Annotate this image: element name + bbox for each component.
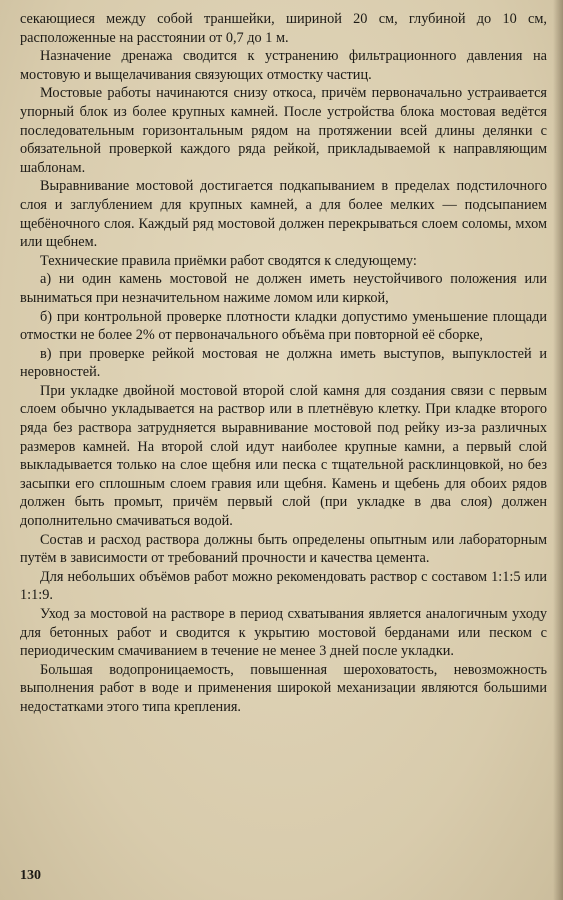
paragraph-8: При укладке двойной мостовой второй слой камня для создания связи с первым слоем обычно укладывается на раствор или в плетнёвую клетку. При кладке второго ряда без раствора затрудняется выравнивание мостовой под рейку из-за различных размеров камней. На второй слой идут наиболее крупные камни, а первый слой выкладывается только на слое щебня или песка с тщательной расклинцовкой, но без засыпки его сплошным слоем гравия или щебня. Камень и щебень для обоих рядов должен быть промыт, причём первый слой (при укладке в два слоя) должен дополнительно смачиваться водой.: [20, 382, 547, 530]
paragraph-11: Уход за мостовой на растворе в период схватывания является аналогичным уходу для бетонных работ и сводится к укрытию мостовой берданами или песком с периодическим смачиванием в течение не менее 3 дней после укладки.: [20, 606, 547, 660]
page-number: 130: [20, 868, 41, 883]
paragraph-3: Выравнивание мостовой достигается подкапыванием в пределах подстилочного слоя и заглублением для крупных камней, а для более мелких — подсыпанием щебёночного слоя. Каждый ряд мостовой должен перекрываться слоем соломы, мхом или щебнем.: [20, 178, 547, 251]
list-item-a: а) ни один камень мостовой не должен иметь неустойчивого положения или выниматься при незначительном нажиме ломом или киркой,: [20, 271, 547, 306]
paragraph-1: Назначение дренажа сводится к устранению фильтрационного давления на мостовую и выщелачивания связующих отмостку частиц.: [20, 48, 547, 83]
paragraph-0: секающиеся между собой траншейки, шириной 20 см, глубиной до 10 см, расположенные на расстоянии от 0,7 до 1 м.: [20, 11, 547, 46]
paragraph-2: Мостовые работы начинаются снизу откоса, причём первоначально устраивается упорный блок из более крупных камней. После устройства блока мостовая ведётся последовательным горизонтальным рядом на протяжении всей длины делянки с обязательной проверкой каждого ряда рейкой, прикладываемой к направляющим шаблонам.: [20, 85, 547, 176]
paragraph-4: Технические правила приёмки работ сводятся к следующему:: [40, 252, 417, 269]
page-spine-shadow: [553, 0, 563, 900]
paragraph-12: Большая водопроницаемость, повышенная шероховатость, невозможность выполнения работ в воде и применения широкой механизации являются большими недостатками этого типа крепления.: [20, 661, 547, 715]
list-item-b: б) при контрольной проверке плотности кладки допустимо уменьшение площади отмостки не более 2% от первоначального объёма при повторной её сборке,: [20, 308, 547, 344]
paragraph-10: Для небольших объёмов работ можно рекомендовать раствор с составом 1:1:5 или 1:1:9.: [20, 568, 547, 604]
paragraph-9: Состав и расход раствора должны быть определены опытным или лабораторным путём в зависимости от требований прочности и качества цемента.: [20, 531, 547, 567]
list-item-c: в) при проверке рейкой мостовая не должна иметь выступов, выпуклостей и неровностей.: [20, 345, 547, 381]
page-text: [20, 10, 547, 717]
